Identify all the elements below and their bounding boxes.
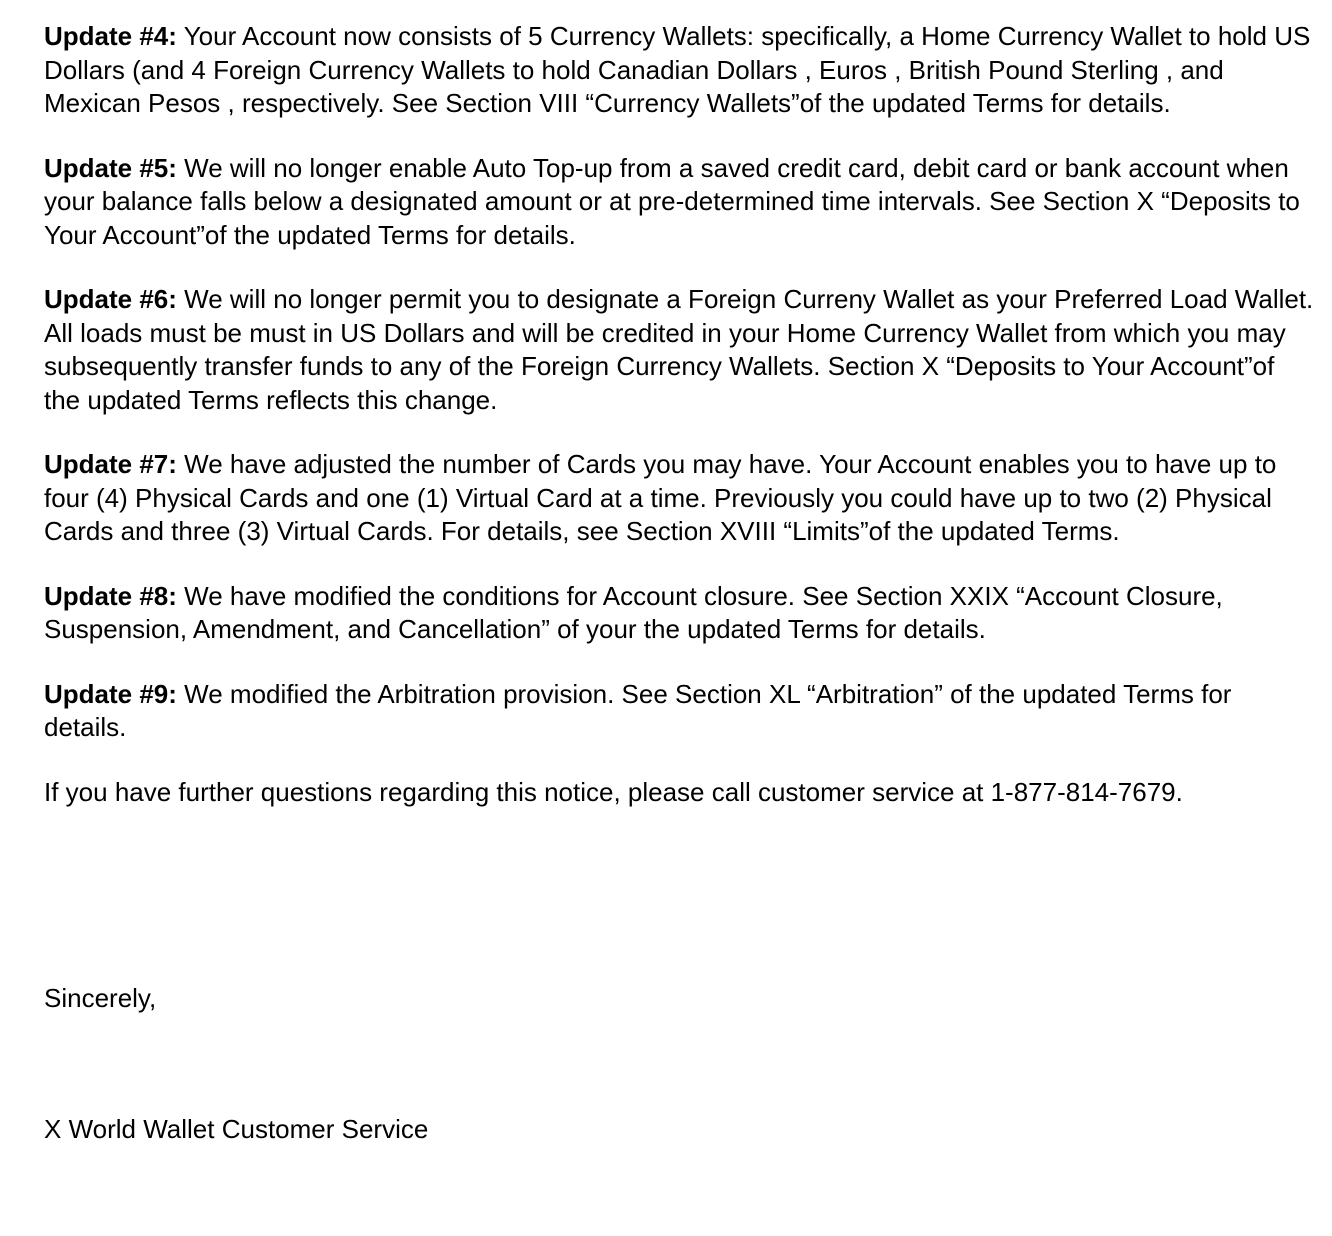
update-label: Update #5: xyxy=(44,152,177,183)
update-text: We have adjusted the number of Cards you may have. Your Account enables you to have up to four (4) Physical Cards and one (1) Virtual Card at a time. Previously you could have up to two (2) Physical Cards and three (3) Virtual Cards. For details, see Section XVIII “Limits”of the updated Terms. xyxy=(44,449,1277,546)
update-paragraph-9 xyxy=(44,678,1314,745)
update-label: Update #7: xyxy=(44,449,177,479)
notice-body xyxy=(44,20,1314,809)
update-label: Update #9: xyxy=(44,678,177,709)
update-paragraph-4 xyxy=(44,20,1314,121)
update-text: We will no longer permit you to designate a Foreign Curreny Wallet as your Preferred Load Wallet. All loads must be must in US Dollars and will be credited in your Home Currency Wallet from which you may subsequently transfer funds to any of the Foreign Currency Wallets. Section X “Deposits to Your Account”of the updated Terms reflects this change. xyxy=(44,284,1314,415)
update-paragraph-5 xyxy=(44,152,1314,253)
update-label: Update #4: xyxy=(44,21,177,51)
update-label: Update #6: xyxy=(44,284,177,314)
customer-service-note: If you have further questions regarding this notice, please call customer service at 1-877-814-7679. xyxy=(44,776,1183,807)
update-text: Your Account now consists of 5 Currency Wallets: specifically, a Home Currency Wallet to hold US Dollars (and 4 Foreign Currency Wallets to hold Canadian Dollars , Euros , British Pound Sterling , and Mexican Pesos , respectively. See Section VIII “Currency Wallets”of the updated Terms for details. xyxy=(44,21,1311,118)
update-paragraph-7 xyxy=(44,448,1314,549)
salutation: Sincerely, xyxy=(44,983,157,1013)
update-paragraph-8 xyxy=(44,580,1314,647)
update-text: We have modified the conditions for Account closure. See Section XXIX “Account Closure, Suspension, Amendment, and Cancellation” of your the updated Terms for details. xyxy=(44,580,1223,644)
signature: X World Wallet Customer Service xyxy=(44,1114,429,1144)
update-text: We will no longer enable Auto Top-up from a saved credit card, debit card or bank account when your balance falls below a designated amount or at pre-determined time intervals. See Section X “Deposits to Your Account”of the updated Terms for details. xyxy=(44,152,1300,250)
update-paragraph-6 xyxy=(44,283,1314,417)
update-label: Update #8: xyxy=(44,580,177,611)
update-text: We modified the Arbitration provision. See Section XL “Arbitration” of the updated Terms for details. xyxy=(44,678,1232,742)
